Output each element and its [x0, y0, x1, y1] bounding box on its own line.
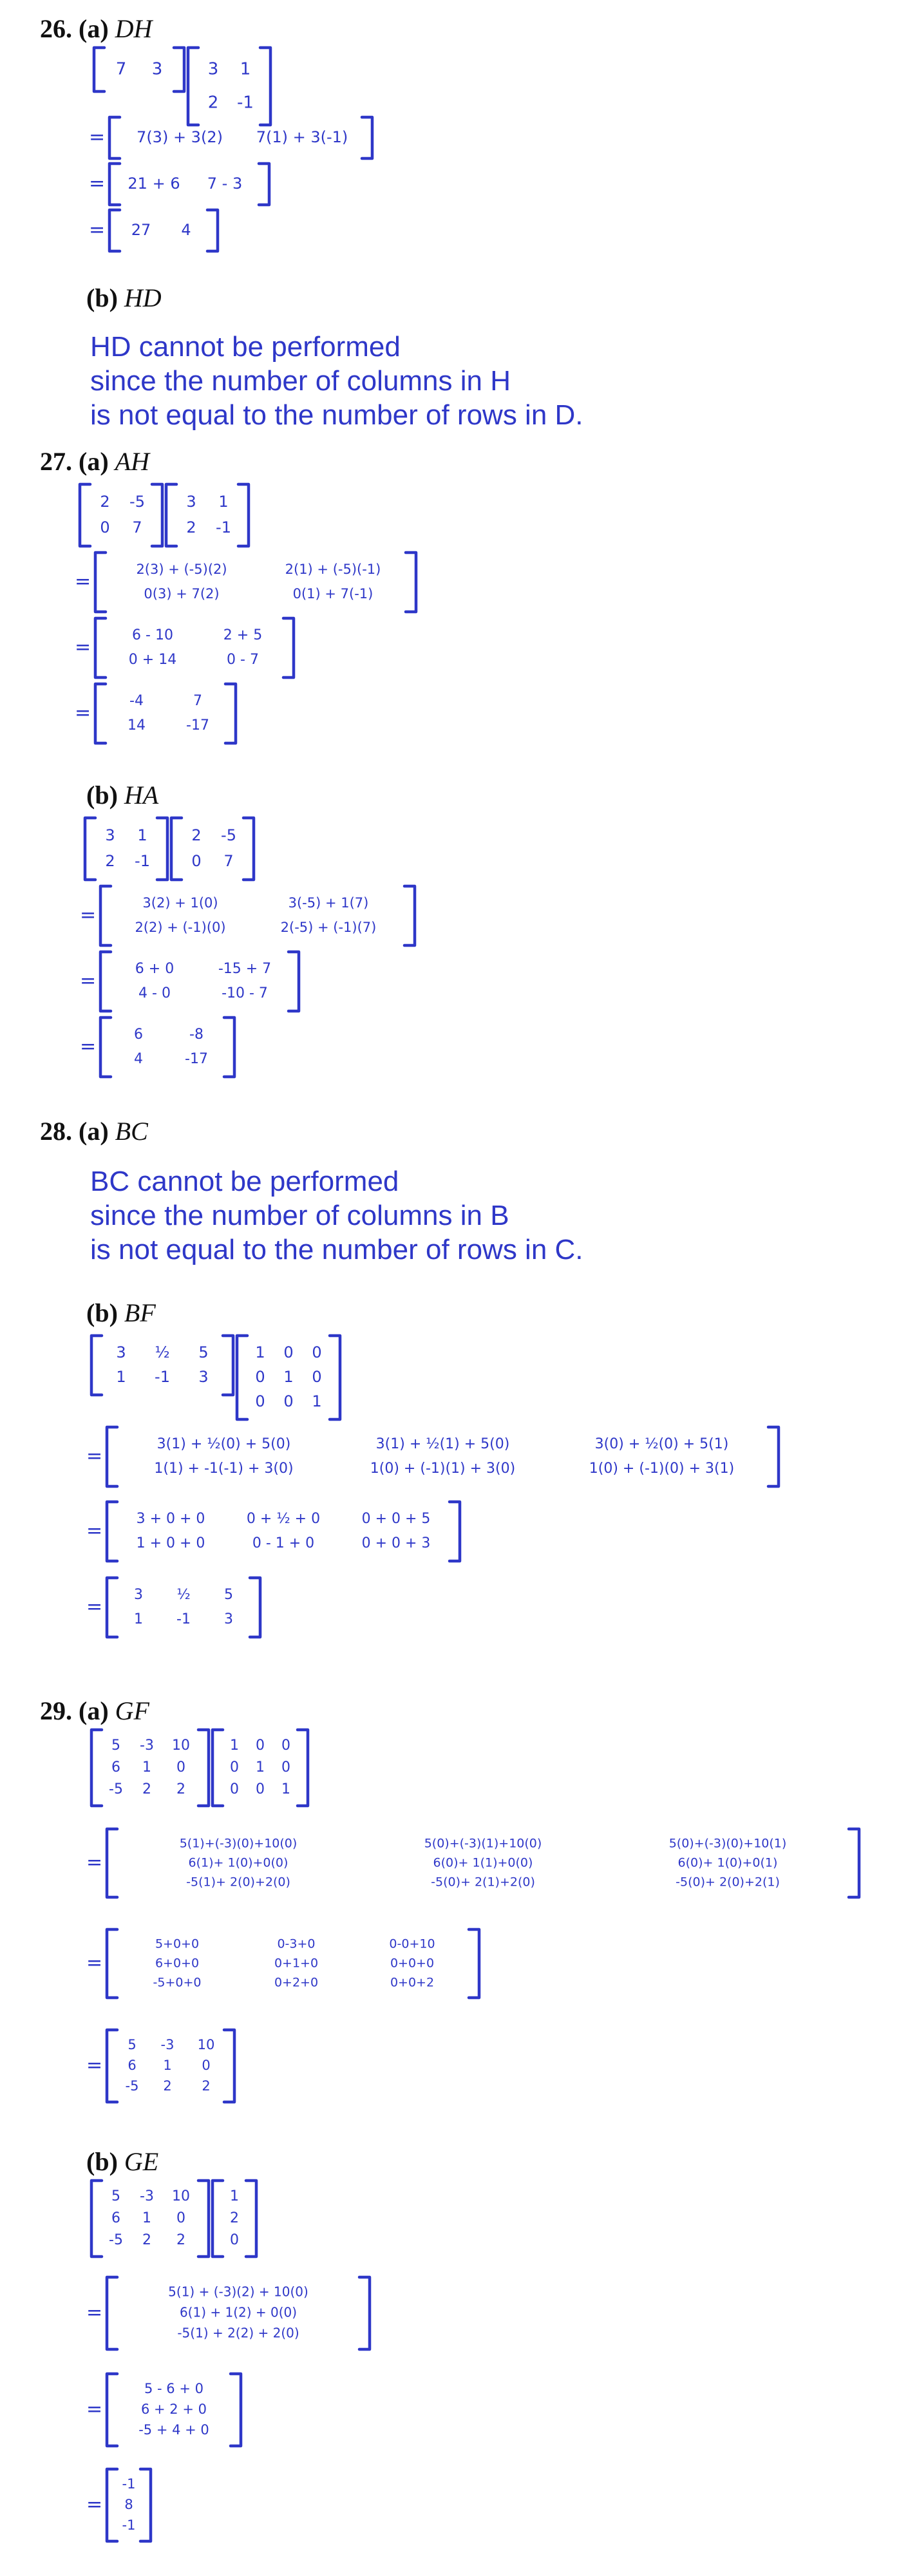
matrix-entry: -17: [186, 717, 209, 734]
right-bracket: [140, 2469, 151, 2541]
left-bracket: [95, 553, 106, 612]
result-step-matrix: [107, 2277, 370, 2349]
part-label: (a): [79, 1117, 109, 1146]
result-step-matrix: [107, 2030, 234, 2102]
matrix-entry: 6: [111, 1759, 120, 1776]
result-step-matrix: [107, 2374, 241, 2446]
matrix-entry: 0: [230, 2232, 239, 2248]
matrix-entry: 3: [116, 1343, 126, 1361]
matrix-entry: -1: [135, 852, 150, 870]
matrix-entry: 1: [255, 1343, 265, 1361]
left-bracket: [100, 886, 111, 945]
explanation-line: HD cannot be performed: [90, 331, 401, 363]
matrix-entry: 7 - 3: [207, 175, 243, 193]
matrix-entry: 2: [186, 518, 196, 536]
left-bracket: [94, 48, 104, 91]
matrix-entry: 0: [176, 2210, 185, 2226]
left-bracket: [80, 484, 90, 546]
right-bracket: [243, 818, 254, 880]
right-bracket: [224, 2030, 234, 2102]
left-bracket: [166, 484, 176, 546]
matrix-entry: 0: [283, 1343, 294, 1361]
left-bracket: [188, 48, 198, 125]
right-bracket: [231, 2374, 241, 2446]
matrix-entry: -1: [122, 2476, 136, 2492]
matrix-entry: 3: [207, 59, 219, 79]
matrix-entry: 1: [137, 826, 147, 844]
left-factor-matrix: [91, 1730, 209, 1806]
right-bracket: [238, 484, 249, 546]
matrix-entry: 5 - 6 + 0: [144, 2381, 203, 2396]
matrix-entry: 0: [312, 1368, 322, 1386]
left-bracket: [237, 1336, 247, 1419]
matrix-entry: 1(0) + (-1)(0) + 3(1): [589, 1461, 735, 1477]
matrix-entry: 6+0+0: [155, 1956, 200, 1971]
left-bracket: [109, 210, 120, 251]
matrix-entry: 2: [142, 2232, 151, 2248]
matrix-entry: 0: [176, 1759, 185, 1776]
left-bracket: [91, 1730, 102, 1806]
right-bracket: [362, 117, 372, 158]
left-bracket: [107, 2030, 117, 2102]
matrix-entry: -1: [176, 1611, 191, 1627]
matrix-entry: -4: [129, 693, 144, 709]
matrix-entry: 10: [197, 2037, 215, 2052]
matrix-entry: 2: [176, 1781, 185, 1797]
matrix-entry: 3: [134, 1587, 143, 1603]
matrix-entry: 0: [230, 1781, 239, 1797]
matrix-entry: 3(-5) + 1(7): [288, 895, 369, 911]
left-bracket: [107, 1502, 117, 1561]
problem-number: 29.: [40, 1696, 72, 1725]
matrix-entry: 7(1) + 3(-1): [256, 128, 348, 146]
left-bracket: [100, 1018, 111, 1077]
left-bracket: [91, 1336, 102, 1395]
matrix-entry: -5: [221, 826, 236, 844]
matrix-entry: 1: [142, 2210, 151, 2226]
matrix-entry: 6: [134, 1027, 143, 1043]
part-label: (b): [86, 781, 118, 810]
matrix-entry: 6: [111, 2210, 120, 2226]
matrix-entry: -1: [216, 518, 231, 536]
matrix-entry: 6 - 10: [132, 627, 173, 643]
matrix-entry: 3 + 0 + 0: [136, 1511, 205, 1527]
right-bracket: [359, 2277, 370, 2349]
left-bracket: [95, 684, 106, 743]
equals-sign: =: [80, 904, 97, 927]
matrix-entry: 0: [281, 1738, 290, 1754]
left-bracket: [85, 818, 95, 880]
matrix-entry: 6: [128, 2058, 137, 2073]
matrix-entry: 5: [111, 2188, 120, 2204]
matrix-entry: 0 + 0 + 3: [361, 1535, 431, 1551]
equals-sign: =: [86, 2493, 103, 2516]
matrix-entry: 6(0)+ 1(0)+0(1): [677, 1855, 778, 1870]
matrix-entry: -1: [237, 93, 254, 113]
matrix-entry: 7: [193, 693, 202, 709]
part-expression: GE: [124, 2147, 159, 2176]
explanation-line: since the number of columns in H: [90, 365, 511, 397]
right-factor-matrix: [166, 484, 249, 546]
matrix-entry: -5(1)+ 2(0)+2(0): [186, 1875, 290, 1889]
part-label: (a): [79, 1696, 109, 1725]
right-factor-matrix: [213, 1730, 308, 1806]
matrix-entry: 1: [230, 2188, 239, 2204]
matrix-entry: 5(1) + (-3)(2) + 10(0): [168, 2284, 308, 2300]
matrix-entry: 6(0)+ 1(1)+0(0): [433, 1855, 533, 1870]
result-step-matrix: [100, 952, 299, 1011]
matrix-entry: 2: [105, 852, 115, 870]
part-expression: HD: [124, 283, 162, 312]
explanation-line: is not equal to the number of rows in D.: [90, 399, 583, 431]
matrix-entry: 0-3+0: [277, 1937, 316, 1951]
matrix-entry: 0: [191, 852, 202, 870]
matrix-entry: -5(1) + 2(2) + 2(0): [177, 2325, 299, 2341]
right-bracket: [198, 2181, 209, 2257]
matrix-entry: -10 - 7: [222, 985, 268, 1001]
matrix-entry: -5(0)+ 2(1)+2(0): [431, 1875, 535, 1889]
right-bracket: [198, 1730, 209, 1806]
matrix-entry: 3: [198, 1368, 209, 1386]
matrix-entry: 2(2) + (-1)(0): [135, 920, 226, 935]
equals-sign: =: [86, 2398, 103, 2421]
matrix-entry: 0: [283, 1392, 294, 1410]
right-bracket: [283, 618, 294, 677]
left-bracket: [107, 2277, 117, 2349]
matrix-entry: 0: [100, 518, 110, 536]
matrix-entry: 7: [115, 59, 127, 79]
matrix-entry: 7(3) + 3(2): [137, 128, 223, 146]
matrix-entry: -3: [140, 1738, 154, 1754]
matrix-entry: 0 - 7: [227, 652, 259, 668]
matrix-entry: 2(1) + (-5)(-1): [285, 562, 381, 577]
part-expression: AH: [115, 447, 149, 476]
matrix-entry: 2: [207, 93, 219, 113]
matrix-entry: -1: [155, 1368, 170, 1386]
matrix-entry: 5(1)+(-3)(0)+10(0): [179, 1836, 298, 1851]
result-step-matrix: [107, 1929, 479, 1998]
right-bracket: [224, 1018, 234, 1077]
right-bracket: [469, 1929, 479, 1998]
left-bracket: [107, 2469, 117, 2541]
equals-sign: =: [86, 1851, 103, 1874]
equals-sign: =: [80, 969, 97, 992]
left-bracket: [100, 952, 111, 1011]
matrix-entry: 0: [230, 1759, 239, 1776]
right-bracket: [768, 1427, 779, 1486]
left-bracket: [107, 1578, 117, 1637]
matrix-entry: -5: [109, 1781, 123, 1797]
matrix-entry: 2(3) + (-5)(2): [136, 562, 227, 577]
right-bracket: [223, 1336, 233, 1395]
right-bracket: [246, 2181, 256, 2257]
matrix-entry: 2: [142, 1781, 151, 1797]
matrix-entry: 4: [181, 221, 191, 239]
matrix-entry: 4: [134, 1051, 143, 1067]
equals-sign: =: [86, 1951, 103, 1975]
matrix-entry: 0 + 0 + 5: [361, 1511, 431, 1527]
part-expression: GF: [115, 1696, 149, 1725]
matrix-entry: -3: [160, 2037, 175, 2052]
matrix-entry: 3: [224, 1611, 233, 1627]
explanation-line: BC cannot be performed: [90, 1166, 399, 1197]
matrix-entry: 2 + 5: [223, 627, 263, 643]
result-step-matrix: [100, 886, 415, 945]
matrix-entry: 6 + 2 + 0: [141, 2401, 207, 2417]
matrix-entry: 0-0+10: [389, 1937, 435, 1951]
left-bracket: [107, 1427, 117, 1486]
matrix-entry: 7: [132, 518, 142, 536]
matrix-entry: 5+0+0: [155, 1937, 200, 1951]
explanation-line: since the number of columns in B: [90, 1200, 509, 1231]
matrix-entry: 10: [172, 2188, 190, 2204]
matrix-entry: 3: [151, 59, 163, 79]
matrix-entry: 5: [128, 2037, 137, 2052]
matrix-entry: -5: [109, 2232, 123, 2248]
right-bracket: [298, 1730, 308, 1806]
matrix-entry: 6 + 0: [135, 961, 175, 977]
right-bracket: [450, 1502, 460, 1561]
matrix-entry: -8: [189, 1027, 203, 1043]
matrix-entry: 21 + 6: [128, 175, 180, 193]
result-step-matrix: [95, 553, 416, 612]
matrix-entry: 3(0) + ½(0) + 5(1): [594, 1436, 729, 1452]
left-factor-matrix: [91, 2181, 209, 2257]
matrix-entry: 5: [198, 1343, 209, 1361]
matrix-entry: 1: [256, 1759, 265, 1776]
matrix-entry: 2: [230, 2210, 239, 2226]
equals-sign: =: [75, 701, 91, 724]
matrix-entry: 6(1)+ 1(0)+0(0): [188, 1855, 289, 1870]
matrix-entry: 0+0+2: [390, 1975, 435, 1990]
right-bracket: [330, 1336, 340, 1419]
matrix-entry: 1: [116, 1368, 126, 1386]
right-bracket: [260, 48, 270, 125]
matrix-entry: 3(1) + ½(1) + 5(0): [375, 1436, 510, 1452]
right-bracket: [174, 48, 184, 91]
result-step-matrix: [107, 2469, 151, 2541]
left-bracket: [107, 1829, 117, 1897]
result-step-matrix: [100, 1018, 234, 1077]
matrix-entry: 27: [131, 221, 151, 239]
matrix-entry: -15 + 7: [218, 961, 272, 977]
matrix-entry: 0: [255, 1368, 265, 1386]
equals-sign: =: [75, 636, 91, 659]
matrix-entry: 0: [255, 1392, 265, 1410]
matrix-entry: 0: [281, 1759, 290, 1776]
right-factor-matrix: [237, 1336, 340, 1419]
matrix-entry: 3: [186, 493, 196, 511]
matrix-entry: 3(2) + 1(0): [142, 895, 218, 911]
matrix-entry: -5(0)+ 2(0)+2(1): [676, 1875, 780, 1889]
right-factor-matrix: [171, 818, 254, 880]
matrix-entry: 2: [191, 826, 202, 844]
matrix-entry: ½: [176, 1587, 191, 1603]
equals-sign: =: [86, 2054, 103, 2077]
part-expression: BC: [115, 1117, 148, 1146]
left-bracket: [213, 1730, 223, 1806]
part-expression: HA: [124, 781, 159, 810]
matrix-entry: 1: [240, 59, 251, 79]
matrix-entry: -5: [129, 493, 145, 511]
matrix-entry: 4 - 0: [138, 985, 171, 1001]
matrix-entry: -1: [122, 2517, 136, 2533]
equals-sign: =: [86, 2301, 103, 2324]
result-step-matrix: [107, 1829, 859, 1897]
matrix-entry: 0+2+0: [274, 1975, 319, 1990]
explanation-line: is not equal to the number of rows in C.: [90, 1234, 583, 1265]
matrix-entry: 1: [230, 1738, 239, 1754]
matrix-entry: 0: [256, 1738, 265, 1754]
matrix-entry: 3: [105, 826, 115, 844]
matrix-entry: 2: [176, 2232, 185, 2248]
equals-sign: =: [80, 1035, 97, 1058]
matrix-entry: 0(1) + 7(-1): [292, 586, 374, 601]
right-bracket: [849, 1829, 859, 1897]
matrix-entry: 1 + 0 + 0: [136, 1535, 205, 1551]
left-bracket: [109, 164, 120, 205]
matrix-entry: 8: [124, 2497, 133, 2512]
part-label: (b): [86, 1298, 118, 1327]
equals-sign: =: [86, 1444, 103, 1468]
result-step-matrix: [107, 1427, 779, 1486]
right-factor-matrix: [188, 48, 270, 125]
matrix-entry: 5(0)+(-3)(0)+10(1): [668, 1836, 787, 1851]
right-bracket: [207, 210, 218, 251]
right-bracket: [259, 164, 269, 205]
matrix-entry: 1: [283, 1368, 294, 1386]
result-step-matrix: [107, 1502, 460, 1561]
matrix-entry: -17: [185, 1051, 208, 1067]
matrix-entry: 1: [312, 1392, 322, 1410]
matrix-entry: 5: [224, 1587, 233, 1603]
matrix-entry: 0+1+0: [274, 1956, 319, 1971]
left-factor-matrix: [85, 818, 167, 880]
matrix-entry: 0(3) + 7(2): [144, 586, 220, 601]
result-step-matrix: [95, 618, 294, 677]
left-factor-matrix: [80, 484, 162, 546]
matrix-entry: 0+0+0: [390, 1956, 435, 1971]
right-bracket: [225, 684, 236, 743]
left-bracket: [213, 2181, 223, 2257]
matrix-entry: 0 - 1 + 0: [252, 1535, 315, 1551]
matrix-entry: 0: [202, 2058, 211, 2073]
matrix-entry: 7: [223, 852, 234, 870]
matrix-entry: 0 + 14: [128, 652, 177, 668]
problem-number: 27.: [40, 447, 72, 476]
left-bracket: [171, 818, 182, 880]
result-step-matrix: [95, 684, 236, 743]
matrix-entry: 1: [134, 1611, 143, 1627]
matrix-entry: 0: [256, 1781, 265, 1797]
matrix-entry: 1: [163, 2058, 172, 2073]
result-step-matrix: [107, 1578, 260, 1637]
equals-sign: =: [75, 570, 91, 593]
matrix-entry: 1: [281, 1781, 290, 1797]
matrix-entry: 14: [128, 717, 146, 734]
part-label: (b): [86, 2147, 118, 2176]
equals-sign: =: [86, 1519, 103, 1542]
left-bracket: [107, 1929, 117, 1998]
result-step-matrix: [109, 210, 218, 251]
matrix-entry: ½: [155, 1343, 170, 1361]
problem-number: 26.: [40, 14, 72, 43]
matrix-entry: -5: [125, 2078, 139, 2094]
right-bracket: [152, 484, 162, 546]
matrix-entry: 2: [163, 2078, 172, 2094]
equals-sign: =: [89, 172, 106, 195]
matrix-entry: 6(1) + 1(2) + 0(0): [179, 2304, 298, 2320]
equals-sign: =: [89, 126, 106, 149]
part-label: (a): [79, 447, 109, 476]
left-bracket: [95, 618, 106, 677]
part-label: (b): [86, 283, 118, 312]
matrix-entry: 0: [312, 1343, 322, 1361]
right-bracket: [404, 886, 415, 945]
equals-sign: =: [89, 218, 106, 242]
part-expression: DH: [115, 14, 153, 43]
problem-number: 28.: [40, 1117, 72, 1146]
matrix-entry: -5 + 4 + 0: [138, 2422, 209, 2438]
matrix-entry: 1(1) + -1(-1) + 3(0): [154, 1461, 294, 1477]
matrix-entry: 1: [218, 493, 229, 511]
right-bracket: [250, 1578, 260, 1637]
matrix-entry: -5+0+0: [153, 1975, 202, 1990]
part-expression: BF: [124, 1298, 156, 1327]
equals-sign: =: [86, 1595, 103, 1618]
matrix-entry: 0 + ½ + 0: [246, 1511, 321, 1527]
result-step-matrix: [109, 117, 372, 158]
part-label: (a): [79, 14, 109, 43]
left-bracket: [91, 2181, 102, 2257]
result-step-matrix: [109, 164, 269, 205]
right-bracket: [406, 553, 416, 612]
matrix-entry: 5: [111, 1738, 120, 1754]
matrix-entry: 2: [100, 493, 110, 511]
left-bracket: [109, 117, 120, 158]
right-bracket: [289, 952, 299, 1011]
matrix-entry: 5(0)+(-3)(1)+10(0): [424, 1836, 542, 1851]
matrix-entry: 2: [202, 2078, 211, 2094]
left-factor-matrix: [91, 1336, 233, 1395]
right-factor-matrix: [213, 2181, 256, 2257]
left-factor-matrix: [94, 48, 184, 91]
matrix-entry: -3: [140, 2188, 154, 2204]
left-bracket: [107, 2374, 117, 2446]
matrix-entry: 1: [142, 1759, 151, 1776]
matrix-entry: 10: [172, 1738, 190, 1754]
right-bracket: [157, 818, 167, 880]
matrix-entry: 3(1) + ½(0) + 5(0): [156, 1436, 291, 1452]
matrix-entry: 2(-5) + (-1)(7): [280, 920, 377, 935]
matrix-entry: 1(0) + (-1)(1) + 3(0): [370, 1461, 516, 1477]
